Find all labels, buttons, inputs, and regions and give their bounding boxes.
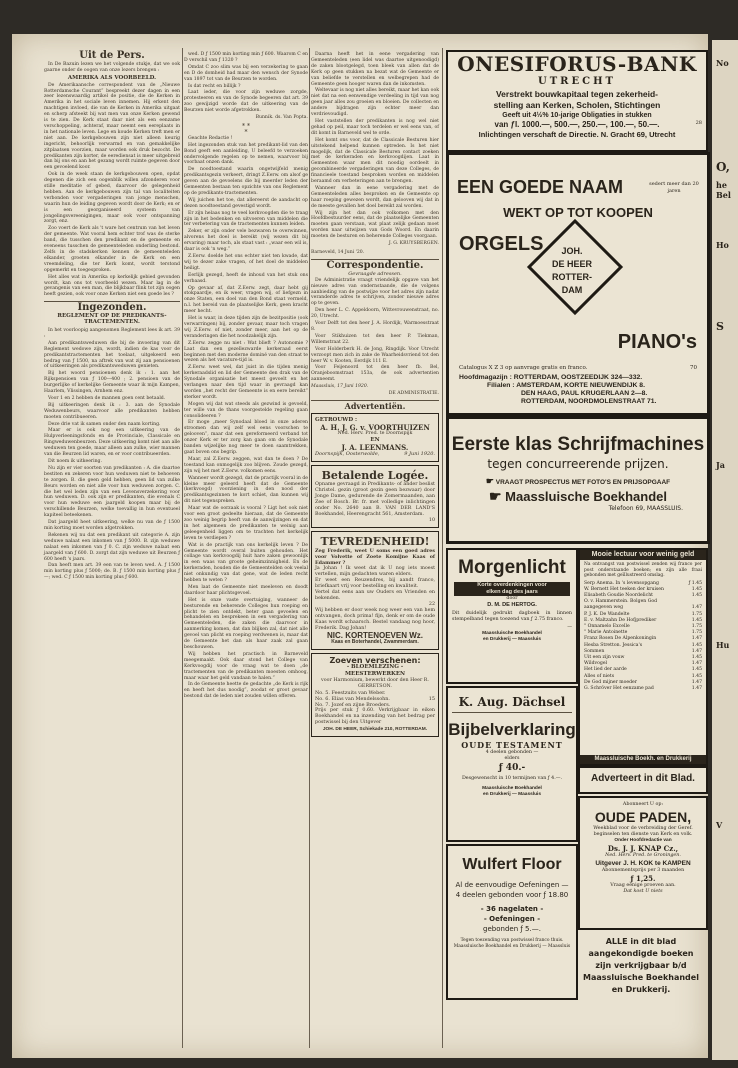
orgels-title: EEN GOEDE NAAM: [457, 177, 624, 197]
sm-tel: Telefoon 69, MAASSLUIS.: [608, 505, 683, 512]
letter-paragraph: Z.Eerw. doelde het ons echter niet ten kwade, dat wij te dezer zake vragen, of het doel de middelen heiligt.: [184, 254, 308, 271]
corr-signature: DE ADMINISTRATIE.: [388, 391, 439, 397]
mooi-book-name: Serp Anema. In 's levensopgang: [584, 580, 659, 586]
adv-title: Adverteert in dit Blad.: [591, 773, 695, 784]
letter-paragraph: Er zijn helaas nog te veel kerkvoogden die te traag zijn in het bedenken en uitvoeren van middelen die ter verbetering van de tractementen kunnen leiden.: [184, 210, 308, 228]
corr-paragraph: Voor Stikhuizen tot den heer P. Tiekman, Willemstraat 22.: [311, 333, 439, 345]
op-price2: ƒ 1,25.: [630, 874, 656, 883]
logee-num: 10: [428, 517, 435, 523]
op-intro: Abonneert U op:: [622, 802, 664, 807]
mooi-book-name: Sommen: [584, 648, 605, 654]
wedding-date: 9 Juni 1920.: [404, 450, 435, 457]
corr-paragraph: Voor Feijenoord tot den heer fb. Bel, Oranjeboomstraat 153a, de ook advertentien aanneemt.: [311, 365, 439, 383]
zoeven-publisher: JOH. DE HEER, Schiekade 210, ROTTERDAM.: [322, 727, 428, 733]
wedding-announcement: [311, 413, 439, 462]
reg-paragraph: Aan predikantsweduwen die bij de invoering van dit Reglement wedowe zijn, wordt, indien de kas voor de predikantstractementen het toelaat, uitgekeerd een bedrag van ƒ 1500, na aftrek van wat zij aan pensioenen of uitkeeringen als predikantsweduwen genieten.: [44, 340, 180, 370]
bank-name: ONESIFORUS-BANK: [457, 52, 697, 76]
wf-l2: - 36 nagelaten -: [480, 905, 544, 913]
op-ask: Vraag eenige proeven aan.: [610, 883, 676, 888]
ml-title: Morgenlicht: [458, 557, 566, 578]
mooi-title: Mooie lectuur voor weinig geld: [580, 550, 706, 560]
pointing-hand-icon: ☛: [488, 488, 502, 504]
bv-shop2: en Drukkerij — Maassluis: [482, 792, 542, 797]
letter-paragraph: Op gevaar af, dat Z.Eerw. zegt, daar hebt gij stokpaardje, en ik weer, vragen wij, of liefgezn in onze Staten, een doel van den Bond staat vermeld, n.l. het bereid van de plaatselijke Kerk, geen kracht meer hecht.: [184, 285, 308, 315]
letter-paragraph: Het komt ons voor, dat de Classicale Besturen hier uitstekend helpend kunnen optreden. Is het niet mogelijk, dat de Classicale Besturen contact zoeken met de kerkeraden en kerkvoogdijen. Laat in Gemeenten waar men dit noodig oordeelt in gecombineerde vergaderingen van deze Colleges, de financieele toestand besproken worden en middelen beraamd om verbeteringen aan te brengen.: [311, 137, 439, 185]
mooi-book-name: G. Schröver Het eenzame pad: [584, 685, 654, 691]
sm-line: [449, 476, 707, 488]
mooi-book-price: 1.47: [691, 636, 702, 642]
bv-sub2: 4 deelen gebonden —: [485, 750, 539, 755]
letter-paragraph: Het is waar, in deze tijden zijn de bezitpositie (ook verwarringen) bij, zonder gevaar, maar toch vragen wij Z.Eerw. of niet, zonder meer, aan het op de veranderingen die het noodzakelijk zijn.: [184, 316, 308, 339]
diamond-line: DE HEER: [551, 259, 592, 269]
mooi-book-row: [584, 686, 702, 692]
correspondentie-sub: Gevraagde adressen.: [348, 270, 402, 277]
mooi-book-price: 1.45: [691, 617, 702, 623]
np-fragment: Ho: [716, 240, 729, 250]
mooi-book-price: 1.45: [691, 667, 702, 673]
mooi-book-price: 1.45: [691, 592, 702, 598]
bv-shop1: Maassluische Boekhandel: [482, 786, 542, 791]
signature: J. G. KRUYSBERGEN.: [388, 241, 439, 247]
bv-sub: OUDE TESTAMENT: [461, 740, 563, 750]
mooi-book-name: E. v. Maltzahn De Hofjprediker: [584, 617, 657, 623]
mooi-book-price: 1.45: [691, 642, 702, 648]
wf-l3: - Oefeningen -: [483, 915, 541, 923]
letter-paragraph: Eerlijk gezegd, heeft de inhoud van het stuk ons verbaasd.: [184, 272, 308, 284]
bank-line1: Verstrekt bouwkapitaal tegen zekerheid-: [495, 89, 659, 99]
mooi-book-name: Wildvogel: [584, 661, 608, 667]
ml-door: door: [506, 596, 518, 601]
reglement-title: REGLEMENT OP DE PREDIKANTS-TRACTEMENTEN.: [57, 313, 167, 326]
np-fragment: Ja: [716, 460, 725, 470]
mooi-book-name: " Onnamelo Excelle: [584, 623, 630, 629]
mooi-book-name: Uit een zijn vouw: [584, 654, 625, 660]
mooi-book-price: 1.47: [691, 605, 702, 611]
reg-paragraph: Nu zijn er vier soorten van predikanten : A. die daartoe bestiten en zekeren voor hun weduwen niet te behoeven te zorgen. B. die geen geld hebben, geen lid van zulke Beurs worden en niet alle voor hun weduwen zorgen. C. die het wel leden zijn van een Levensverzekering voor hun weduwen. D. ook zijn er predikanten, die evenals C voor hun weduwe een jaargeld koopen maar bij de verschillende Beurzen, welke toevallig in hun eventueel kapiteel beteekenen.: [44, 465, 180, 519]
zoeven-sub2: MEESTERWERKEN: [344, 670, 406, 677]
alle-boeken-notice: [578, 932, 704, 996]
diamond-line: JOH.: [561, 246, 583, 256]
letter-paragraph: Maar wat de oorzaak is vooral ? Ligt het ook niet voor een groot gedeelte hieraan, dat de Gemeente zoo weinig begrip heeft van de aanwijzingen en dat in het algemeen de predikanten te weinig aan geleegenheid liggen om te trachten het kerkelijk leven te verdiepen ?: [184, 506, 308, 541]
reg-paragraph: Omdat C zoo slim was bij een verzekering te gaan en D de domheid had maar den wensch der Synode van 1897 tot van de Beurzen te worden.: [184, 64, 308, 82]
column-2: [184, 52, 308, 701]
np-fragment: he: [716, 180, 727, 190]
reg-paragraph: Bij het woord pensioenen denk ik : 1. aan het Rijkspensioen van ƒ 100—400 ; 2. pensioen van de burgerlijke of kerkelijke Gemeente waar ik mijn Kampen, Haarlem, Vlissingen, Arnhem enz.: [44, 371, 180, 395]
op-pub: Uitgever J. H. KOK te KAMPEN: [595, 860, 691, 867]
mooi-book-price: 1.45: [691, 586, 702, 592]
alle-text: ALLE in dit blad aangekondigde boeken zijn verkrijgbaar b/d Maassluische Boekhandel en Drukkerij.: [583, 937, 699, 994]
wedding-en: EN: [370, 436, 380, 443]
tevredenheid-ad: [311, 531, 439, 650]
schrijfmachines-ad: [446, 416, 710, 544]
logee-text: Opname gevraagd in Predikants- of ander beslist Christel. gezin (groot gezin geen bezwaar) door Jonge Dame, gedurende de Zomermaanden, aan Zee of Bosch. Br. fr. met volledige inlichtingen onder No. 2640 aan B. VAN DER LAND'S Boekhandel, Heerengracht 561, Amsterdam.: [315, 481, 435, 517]
reg-paragraph: Rekenen wij nu dat een predikant uit categorie A. zijn weduwe nalaat een inkomen van ƒ 5000. B. zijn weduwe nalaat een inkomen van ƒ 0. C. zijn weduwe nalaat een jaargeld van ƒ 600. D. zorgt dat zijn weduwe uit Beurzen ƒ 600 heeft 's jaars.: [44, 532, 180, 562]
sm-sub: tegen concurreerende prijzen.: [487, 457, 669, 471]
letter-paragraph: Mogen wij dat wat steeds als gezwind is gevoeld, ter wille van de thans voorgestelde regeling gaan consolideeren ?: [184, 401, 308, 419]
orgels-sub: WEKT OP TOT KOOPEN: [503, 205, 653, 220]
reg-paragraph: Dit noem ik uitkeering.: [48, 459, 102, 464]
letter-paragraph: De noodtoestand waarin ongetwijfeld menig predikantsgezin verkeert, dringt Z.Eerw. om alsof ge geven aan de gevoelens die bij meerder leden der Gemeenten bestaan ten opzichte van ons Reglement op de predikants-tractementen.: [184, 167, 308, 196]
bank-line2: stelling aan Kerken, Scholen, Stichtingen: [493, 100, 661, 110]
ml-author: D. M. DE HERTOG.: [487, 602, 537, 608]
op-title: OUDE PADEN,: [594, 809, 692, 825]
mooi-intro: Na ontvangst van postwissel zenden wij franco per post onderstaande boeken; en zijn alle fraai gebonden met geïllustreerd omslag.: [584, 562, 702, 578]
mooi-book-name: P. J. K. De Wandelte: [584, 611, 630, 617]
article-subtitle: AMERIKA ALS VOORBEELD.: [67, 74, 157, 81]
bank-line4-row: [448, 120, 706, 130]
np-fragment: V: [716, 820, 723, 830]
letter-paragraph: Wij juichen het toe, dat allereerst de aandacht op dezen noodtoestand gevestigd wordt.: [184, 197, 308, 209]
ml-shop1: Maassluische Boekhandel: [482, 631, 542, 636]
letter-paragraph: Zeker, er zijn onder vele bezwaren te overwinnen, alvorens het doel is bereikt (wij wezen dit bij ervaring) maar toch, als staat vast : „waar een wil is, daar is ook 'n weg.”: [184, 229, 308, 253]
bank-line4: van ƒl. 1000.—, 500.—, 250.—, 100.—, 50.—.: [494, 120, 660, 129]
tev-brand-sub: Kaas en Boterhandel, Zwammerdam.: [331, 638, 419, 645]
letter-paragraph: Maar, zal Z.Eerw. zeggen, wat dan te doen ? De toestand kan onmogelijk zoo blijven. Zoude gezegd, zijn wij het met Z.Eerw. volkomen eens.: [184, 456, 308, 474]
column-3: [311, 52, 439, 740]
mooi-book-price: 1.45: [691, 673, 702, 679]
article-intro: In De Bazuin lezen we het volgende stukje, dat we ook gaarne onder de oogen van onze lezers brengen :: [44, 61, 180, 73]
orgels-word: ORGELS: [459, 233, 544, 255]
signature-place: Barneveld, 14 Juni '20.: [311, 250, 365, 255]
letter-paragraph: Het vaststellen der predikanten is nog wel niet gehad op peil, maar toch terdelen er wel eens van, of dit komt in Barneveld wel te orde.: [311, 118, 439, 136]
mooi-book-name: Alles of niets: [584, 673, 615, 679]
letter-paragraph: Weltevaar is nog niet alles bereikt, maar het kan ook niet dat na een eenwendige verdeeling in tijd van nog geen jaar alles zou groeien en bloeien. De collecten en andere bijdragen zijn echter meer dan verdrievoudigd.: [311, 88, 439, 118]
mooi-book-name: Hesba Stretton. Jessica's: [584, 642, 643, 648]
logee-ad: [311, 465, 439, 528]
mooi-book-name: W. Bernett Het teeken der kruisen: [584, 586, 664, 592]
np-fragment: S: [716, 320, 724, 333]
ml-shop2: en Drukkerij — Maassluis: [482, 637, 542, 642]
corr-paragraph: Den heer L. C. Appeldoorn, Wittevrouwenstraat, no. 20, Utrecht.: [311, 308, 439, 320]
orgels-pianos: PIANO's: [617, 331, 697, 353]
tev-brand: NIC. KORTENOEVEN Wz.: [326, 630, 423, 640]
zoeven-item-name: No. 7. Jozef en zijne Broeders.: [315, 702, 391, 709]
orgels-since: sedert meer dan 20 jaren: [649, 181, 699, 194]
bride-name: J. A. LEENMANS.: [341, 442, 409, 452]
pointing-hand-icon: ☛: [485, 476, 494, 486]
wulfert-floor-ad: [446, 844, 578, 1000]
op-red3: Ned. Herv. Pred. te Groningen.: [605, 853, 681, 858]
mooi-shop: Maassluische Boekh. en Drukkerij: [580, 755, 706, 764]
wf-l1: Al de eenvoudige Oefeningen — 4 deelen gebonden voor ƒ 18.80: [455, 881, 569, 899]
logee-title: Betalende Logée.: [321, 468, 429, 482]
mooi-book-name: Franz Rosen De Alpenkoningin: [584, 636, 657, 642]
orgels-addr2: Filialen : AMSTERDAM, KORTE NIEUWENDIJK 8.: [487, 382, 645, 389]
zoeven-sub1: - BLOEMLEZING -: [346, 663, 404, 670]
op-dat: Dat kost U niets: [623, 889, 663, 894]
tev-text2: Ja Johan ! Ik weet dat ik U nog iets moest vertellen, mijn gedachten waren elders.: [315, 565, 435, 577]
ml-num: —: [567, 625, 572, 630]
tev-text3: Er weet een Reuzendres, bij aandt franco, briefkaart vrij voor bestelling en kwaliteit.: [315, 577, 435, 589]
letter-paragraph: Wij zijn het dan ook volkomen met den Hoofdbestuurder eens, dat de plaatselijke Gemeenten moeten gaan verstaan, wat plaat zelijk gedaan moet worden naar uitwijzen van Gods Woord. En daarin moeten de besturen en beherende Colleges voorgaan.: [311, 210, 439, 240]
zoeven-item-name: No. 6. Elias van Mendelssohn.: [315, 696, 390, 703]
zoeven-item-name: No. 5. Feestzuits van Weber.: [315, 689, 386, 696]
letter-paragraph: Z.Eerw. weet wel, dat juist in die tijden menig kerkeraadslid en lid der Gemeente den drak van de Synodale organisatie het meest gevoelt en het verlangen naar den tijd waar in gevraagd kan worden „het recht der Gemeente is en eere bereikt” sterker wordt.: [184, 365, 308, 400]
sm-line-text: VRAAGT PROSPECTUS MET FOTO'S EN PRIJSOPGAAF: [495, 479, 671, 486]
corr-place: Maassluis, 17 Juni 1920.: [311, 384, 369, 390]
mooi-book-price: 1.75: [691, 630, 702, 636]
orgels-diamond-text: [531, 245, 613, 297]
uit-de-pers-heading: Uit de Pers.: [79, 50, 145, 61]
orgels-catalog: Catalogus X Z 3 op aanvrage gratis en franco.: [459, 365, 588, 371]
letter-paragraph: Men laat de Gemeente niet meeleven en doodt daardoor haar plichtsgevoel.: [184, 584, 308, 596]
article-paragraph: Ook in de week staan de kerkgebouwen open, opdat degenen die zich een oogenblik willen afzonderen voor stille meditatie of gebed, daarvoor de gelegenheid hebben. Aan de kerkgebouwen zijn tal van localiteiten verbonden voor vergaderingen van jonge menschen, waarin hun de leiding gegeven wordt door de Kerk; en er is een georganiseerd systeem van jongelingsvereenigingen, maar ook voor ontspanning zorgt, enz.: [44, 172, 180, 225]
corr-paragraph: Voor Holderberk H. de Jong, Ringdijk. Voor Utrecht verzoopt men zich in zake de Waarheidsvriend tot den heer W. v. Kooten, Eerdijk 111 E.: [311, 346, 439, 364]
letter-paragraph: Daarna heeft het in eene vergadering van Gemeenteleden (een lidel was daartoe uitgenoodigd) de zaken blootgelegd, toen bleek van allen dat de Kerk op geen stukken na bezat wat de Gemeente er van beliefde te verstellen en welbegrepen had de Gemeente geen hooger waren dan de inkomsten.: [311, 52, 439, 87]
article-paragraph: De Amerikaansche correspondent van de „Nieuwe Rotterdamsche Courant” bespreekt dezer dagen in een zeer lezenswaardig artikel de positie, die de Kerken in Amerika in het sociale leven innemen. Hij erkent den machtigen invloed, die van de Kerken in Amerika uitgaat en scherp afsteekt bij wat men van onze Kerken gewend is te zien. De Kerk staat daar niet als een eenzame verschoppeling, achteraf, maar neemt een eereplaats in in het nationale leven. Lege en koude Kerken treft men er niet aan. De kerkgebouwen zijn niet alleen keurig ingericht, behoorlijk verwarmd en van gemakkelijke zitplaatsen voorzien, maar worden ook druk bezocht. De predikanten zijn korter, de eerediensat is meer uitgebreid dan bij ons en aan het gezang wordt ruimte gegeven door een gevoelend koor.: [44, 82, 180, 171]
ml-sub1: Korte overdenkingen voor: [454, 582, 570, 589]
signature: Bunnik. ds. Van Popta.: [255, 115, 308, 121]
np-fragment: O,: [716, 160, 730, 174]
op-red2: Ds. J. J. KNAP Cz.,: [607, 844, 679, 853]
orgels-ad: [446, 152, 710, 416]
mooi-book-name: aangegeven weg: [584, 605, 624, 611]
adverteert-ad: [578, 766, 708, 794]
wedding-label: GETROUWD :: [315, 416, 358, 423]
mooi-book-price: 1.47: [691, 679, 702, 685]
zoeven-title: Zoeven verschenen:: [329, 655, 421, 665]
letter-paragraph: Wanneer dan in eene vergadering met de Gemeenteleden alles besproken en de Gemeente op haar roeping gewezen wordt, dan gelooven wij dat in de meeste gevallen het doel bereikt zal worden.: [311, 185, 439, 209]
diamond-line: DAM: [561, 285, 583, 295]
wf-title: Wulfert Floor: [462, 856, 562, 873]
mooi-book-price: 1.47: [691, 661, 702, 667]
zoeven-item-num: 15: [428, 696, 435, 703]
wedding-places: Doornspijk, Oosterwolde,: [315, 450, 380, 457]
groom-role: Ned. Herv. Pred. te Doornspijk: [337, 430, 413, 436]
reg-paragraph: Dan heeft men art. 39 een van te leven wed. A. ƒ 1500 min korting plus ƒ 5000; de. B. ƒ 1500 min korting plus ƒ —; wed. C ƒ 1500 min korting plus ƒ 600.: [44, 563, 180, 581]
mooi-book-price: ƒ 1.45: [688, 580, 702, 586]
op-price: Abonnementsprijs per 3 maanden: [601, 868, 685, 873]
mooi-book-price: 1.45: [691, 654, 702, 660]
wf-l4: gebonden ƒ 5.—.: [483, 925, 541, 933]
reg-paragraph: Voor 1 en 2 hebben de mannen goen cent betaald.: [48, 395, 166, 401]
bank-city: UTRECHT: [538, 76, 616, 87]
reg-paragraph: In het voorloopig aangenomen Reglement lees ik art. 39 :: [44, 327, 180, 339]
morgenlicht-ad: [446, 548, 578, 684]
np-fragment: Bel: [716, 190, 731, 200]
reg-paragraph: Bij uitkeeringen denk ik : 3. aan de Synodale Weduwenbeurs, waarvoor alle predikanten hebben moeten contribueeren.: [44, 402, 180, 420]
sm-shop-text: Maassluische Boekhandel: [505, 489, 668, 504]
orgels-addr3: DEN HAAG, PAUL KRUGERLAAN 2—8.: [521, 390, 648, 397]
reg-paragraph: Deze drie vat ik samen onder den naam korting.: [48, 421, 161, 427]
zoeven-ad: [311, 653, 439, 738]
orgels-addr1: Hoofdmagazijn : ROTTERDAM, OOSTZEEDIJK 324—332.: [459, 374, 643, 381]
reg-paragraph: Is dat recht en billijk ?: [188, 83, 241, 89]
letter-paragraph: Geachte Redactie !: [188, 135, 233, 141]
np-fragment: No: [716, 58, 729, 68]
mooi-book-name: Elisabeth Goudie Noordelicht: [584, 592, 654, 598]
mooi-book-name: De God mijner moeder: [584, 679, 637, 685]
bijbelverklaring-ad: [446, 686, 578, 842]
bv-sub3: elders: [504, 756, 520, 761]
mooi-book-price: 1.75: [691, 623, 702, 629]
article-paragraph: Zoo voert de Kerk als 't ware het centrum van het leven der gemeente. Wat vooral hem echter trof was de sterke band, die tusschen den predikant en de gemeente en eveneens tusschen de gemeenteleden onderling bestond. Zelfs in de stadskerken kennen de gemeenteleden elkander, groeten elkander in de Kerk en een vreemdeling, die ter Kerk komt, wordt terstond opgemerkt en toegesproken.: [44, 226, 180, 273]
correspondentie-heading: Correspondentie.: [326, 259, 424, 271]
letter-paragraph: Het is onze vaste overtuiging, wanneer de besturende en beherende Colleges hun roeping en plicht te zien ontdekt, beter gaan gevoelen en behandelen en besprekeen in een vergadering van Gemeenteleden, die zaken die daarvoor in aanmerking komen, dat dan blijken zal, dat niet alle gevoel van plicht en roeping verdwenen is, maar dat de Gemeente het dan als haar zaak zal gaan beschouwen.: [184, 597, 308, 650]
wf-l5: Tegen toezending van postwissel franco thuis. Maassluische Boekhandel en Drukkerij — Maassluis: [453, 938, 571, 949]
ml-text: Dit duidelijk gedrukt dagboek in linnen stempelband tegen toezend van ƒ 2.75 franco.: [452, 611, 572, 622]
reg-paragraph: wed. D ƒ 1500 min korting min ƒ 600. Waarom C en D verschil van ƒ 1320 ?: [184, 52, 308, 63]
mooi-book-list: [580, 581, 706, 693]
tev-text4: Vertel dat eens aan uw Ouders en Vrienden en bekenden.: [315, 589, 435, 601]
op-text: Weekblad voor de verbreiding der Geref. beginselen ten dienste van Kerk en volk.: [593, 826, 693, 837]
groom-name: A. H. J. G. v. VOORTHUIZEN: [320, 422, 430, 432]
mooi-book-name: O. v. Hammerstein. Bolgen God: [584, 599, 658, 605]
tev-text: Zeg Frederik, weet U soms een goed adres voor Volvette of Zoete Komijne Kaas of Edammer ?: [315, 547, 435, 566]
bv-line: Desgewenscht in 10 termijnen van ƒ 4.—.: [461, 776, 563, 781]
bank-line3: Geeft uit 4½% 10-jarige Obligaties in stukken: [502, 112, 652, 119]
tev-num: 22: [428, 601, 435, 607]
corr-paragraph: Voor Delft tot den heer J. A. Hordijk, Warmoesstraat 8.: [311, 321, 439, 332]
letter-paragraph: Wat is de practijk van ons kerkelijk leven ? De Gemeente wordt overal buiten gehouden. Het collage van kerkvoogdij huit hare zaken gewoonlijk in een waas van groote geheimzinnigheid. En de kerkeraden, houden die de Gemeentelden ook veelal niet onkundig van dat gene, wat de leden recht hebben te weten ?: [184, 542, 308, 584]
orgels-addr4: ROTTERDAM, NOORDMOLENSTRAAT 71.: [521, 398, 657, 405]
ingezonden-heading: Ingezonden.: [77, 302, 147, 314]
np-fragment: Hu: [716, 640, 730, 650]
bank-ad: [446, 50, 708, 152]
op-red1: Onder Hoofdredactie van: [614, 838, 672, 843]
divider: [452, 712, 572, 713]
tev-text5: Wij hebben er door week nog weer een van hem ontvangen, doch prima! fijn, denk er om de oude Kaas wordt schaarsch. Bestel vandaag nog hoor, Frederik. Dag Johan!: [315, 607, 435, 631]
sm-shop: [449, 488, 707, 505]
next-page-edge: [712, 40, 738, 1060]
mooi-book-price: 1.47: [691, 648, 702, 654]
tevredenheid-title: TEVREDENHEID!: [320, 534, 430, 548]
wedding-places-row: [315, 451, 435, 458]
mooi-book-price: 1.47: [691, 685, 702, 691]
dachsel-name: K. Aug. Dächsel: [458, 695, 566, 709]
mooie-lectuur-ad: [578, 548, 708, 766]
zoeven-text: voor Harmonium, bewerkt door den Heer R. GERRETSON.: [321, 677, 429, 689]
bank-line5: Inlichtingen verschaft de Directie. N. Gracht 69, Utrecht: [478, 130, 676, 139]
bank-num: 28: [695, 120, 702, 126]
diamond-line: ROTTER-: [552, 272, 592, 282]
article-paragraph: Het alles wat in Amerika op kerkelijk gebied gevonden wordt, kan ons tot voorbeeld wezen. Maar lag in de gevangenis van een man, die blijkbaar flink tot zijn oogen heeft gezien, ook voor onze Kerken niet een goede les ?: [44, 274, 180, 298]
column-rule: [182, 48, 183, 1048]
letter-paragraph: Wij hebben het practisch in Barneveld meegemaakt. Ook daar stond het College van Kerkvoogdij voor de vraag wat te doen „de tractementen van de predikanten moesten omhoog, maar waar het geld vandaan te halen.”: [184, 651, 308, 681]
reg-paragraph: Dat jaargeld heet uitkeering, welke nu van de ƒ 1500 min korting moet worden afgetrokken.: [44, 520, 180, 531]
zoeven-price: Prijs per stuk ƒ 0.60. Verkrijgbaar in eiken Boekhandel en na inzending van het bedrag per postwissel bij den Uitgever: [315, 708, 435, 726]
column-1: [44, 52, 180, 582]
letter-paragraph: Er moge „meer Synodaal bloed in onze aderen stroomen dan wij zelf wel eens voorschen te gelooven”, maar dat een gereformeerd verband tot onzer Kerk er ter zorg kan gaan om de Synodale banden wijzelijke nog meer te doen saamtrekken, gaat boven ons begrip.: [184, 420, 308, 455]
mooi-book-name: Het lied der aarde: [584, 667, 627, 673]
advertentien-heading: Advertentiën.: [344, 400, 406, 411]
corr-paragraph: De Administratie vraagt vriendelijk opgave van het nieuwe adres van ondernstaande, die de volgens aanbieding van de postwijze voor het adres zijn nadat veranderde adres te schrijven, zonder nieuwe adres op te geven.: [311, 277, 439, 307]
letter-paragraph: Wanneer wordt gezegd, dat de practijk vooral in de kleine meer geleerd heeft dat de Gemeente (kerkvoogd) voorziening in den nood der predikantsgezinnen te kort schiet, dan kunnen wij dit niet tegenspreken.: [184, 475, 308, 505]
column-rule: [309, 48, 310, 1048]
mooi-book-price: 1.75: [691, 611, 702, 617]
oude-paden-ad: [578, 796, 708, 930]
sm-title: Eerste klas Schrijfmachines: [451, 434, 705, 455]
reg-paragraph: Laat ieder, die voor zijn weduwe zorgde, protesteeren en van de Synode begeeren dat art. 39 zoo gewijzigd worde dat de uitkeering van de Beurzen niet worde afgetrokken.: [184, 90, 308, 114]
orgels-num: 70: [690, 365, 697, 371]
reg-paragraph: Maar er is ook nog een uitkeering van de Hulpverleeningsfonds en de Provinciale, Classicale en Ringweduwenbeurzen. Deze uitkeering komt niet aan alle weduwen ten goede, maar alleen aan zulke, wier mannen van die Beurzen lid waren, en er voor contribueerden.: [44, 428, 180, 458]
ml-sub2: elken dag des jaars: [454, 589, 570, 596]
mooi-book-name: " Marie Antoinette: [584, 630, 628, 636]
letter-paragraph: Z.Eerw. zegge nu niet : Wat blieft ? Autonomie ? Laat dan een gezellezwarde kerkeraad eerst beginnen met den moderne dominé van den straat te wezen als het vacature-tijd is.: [184, 340, 308, 364]
column-rule: [442, 48, 443, 1048]
letter-paragraph: Het ingezonden stuk van het predikant-lid van den Bond geeft een aanleiding, U beleefd te verzoeken ondervolgende regelen op te nemen, waarvoor bij voorbaat onzen dank.: [184, 142, 308, 166]
bv-price: ƒ 40.-: [498, 763, 526, 773]
section-stars: * * *: [242, 122, 250, 136]
letter-paragraph: In de Gemeente heette de gedachte „de Kerk is rijk en heeft het dus noodig”, zoodat er groot gevaar bestond dat de leden niet zouden willen offeren.: [184, 682, 308, 700]
bv-title: Bijbelverklaring: [448, 720, 576, 739]
